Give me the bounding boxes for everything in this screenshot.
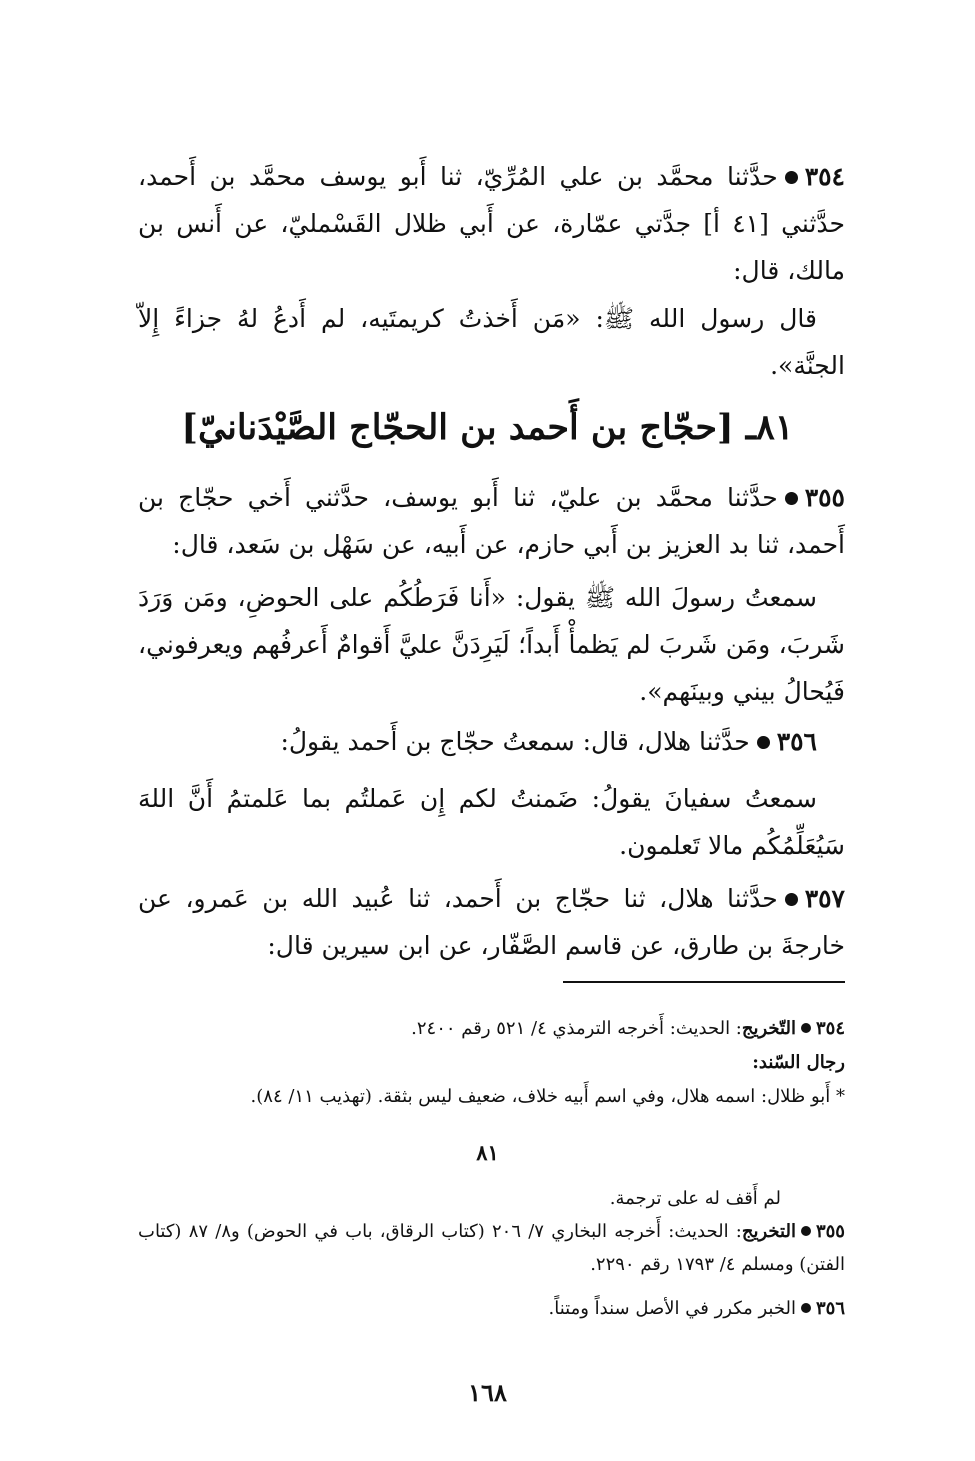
page-number: ١٦٨ — [468, 1378, 507, 1407]
bullet-icon — [785, 171, 798, 184]
footnote-354-text: : الحديث: أَخرجه الترمذي ٤/ ٥٢١ رقم ٢٤٠٠. — [411, 1018, 742, 1039]
bullet-icon — [785, 893, 798, 906]
footnote-355 — [138, 1215, 845, 1281]
hadith-357-isnad — [138, 875, 845, 969]
hadith-355-number: ٣٥٥ — [804, 483, 845, 512]
footnote-rijal-text: * أَبو ظلال: اسمه هلال، وفي اسم أَبيه خلاف، ضعيف ليس بثقة. (تهذيب ١١/ ٨٤). — [250, 1086, 845, 1107]
footnote-355-text: : الحديث: أَخرجه البخاري ٧/ ٢٠٦ (كتاب الرقاق، باب في الحوض) و٨/ ٨٧ (كتاب الفتن) ومسلم ٤/ ١٧٩٣ رقم ٢٢٩٠. — [138, 1221, 845, 1275]
footnote-356-text: الخبر مكرر في الأصل سنداً ومتناً. — [548, 1298, 796, 1319]
hadith-355-matn: سمعتُ رسولَ الله ﷺ يقول: «أَنا فَرَطُكُم على الحوضِ، ومَن وَرَدَ شَربَ، ومَن شَربَ لم يَظمأْ أَبداً؛ لَيَرِدَنَّ عليَّ أَقوامٌ أَعرفُهم ويعرفوني، فَيُحالُ بيني وبينَهم». — [138, 583, 845, 706]
hadith-356-matn: سمعتُ سفيانَ يقولُ: ضَمنتُ لكم إِن عَملتُم بما عَلمتمُ أَنَّ اللهَ سَيُعَلِّمُكُم مالا تَعلمون. — [138, 784, 845, 860]
hadith-355-isnad-text: حدَّثنا محمَّد بن عليّ، ثنا أَبو يوسف، حدَّثني أَخي حجّاج بن أَحمد، ثنا بد العزيز بن أَبي حازم، عن أَبيه، عن سَهْل بن سَعد، قال: — [138, 483, 845, 559]
hadith-356-isnad — [138, 718, 845, 765]
hadith-354-isnad — [138, 153, 845, 294]
bullet-icon — [801, 1023, 811, 1033]
hadith-357-number: ٣٥٧ — [804, 884, 845, 913]
footnote-356-number: ٣٥٦ — [815, 1298, 845, 1319]
footnote-separator — [563, 981, 845, 983]
footnote-not-found: لم أَقف له على ترجمة. — [609, 1188, 781, 1209]
bullet-icon — [801, 1226, 811, 1236]
footnote-356 — [138, 1292, 845, 1325]
footnote-354 — [138, 1012, 845, 1045]
section-number-repeat: ٨١ — [476, 1140, 499, 1165]
hadith-357-isnad-text: حدَّثنا هلال، ثنا حجّاج بن أَحمد، ثنا عُبيد الله بن عَمرو، عن خارجةَ بن طارق، عن قاسم الصَّفّار، عن ابن سيرين قال: — [138, 884, 845, 960]
bullet-icon — [801, 1303, 811, 1313]
hadith-355-isnad — [138, 474, 845, 568]
footnote-rijal-label: رجال السّند: — [752, 1052, 845, 1073]
bullet-icon — [757, 736, 770, 749]
bullet-icon — [785, 492, 798, 505]
hadith-354-isnad-text: حدَّثنا محمَّد بن علي المُرِّيّ، ثنا أَبو يوسف محمَّد بن أَحمد، حدَّثني [٤١ أ] جدَّتي عمّارة، عن أَبي ظلال القَسْمليّ، عن أَنس بن مالك، قال: — [138, 162, 846, 285]
section-heading: ٨١ـ [حجّاج بن أَحمد بن الحجّاج الصَّيْدَنانيّ] — [181, 407, 794, 448]
footnote-354-number: ٣٥٤ — [815, 1018, 845, 1039]
footnote-355-label: التخريج — [741, 1221, 796, 1242]
hadith-354-matn: قال رسول الله ﷺ: «مَن أَخذتُ كريمتَيه، لم أَدعُ لهُ جزاءً إِلاّ الجنَّة». — [138, 304, 845, 380]
hadith-356-number: ٣٥٦ — [776, 727, 817, 756]
hadith-354-number: ٣٥٤ — [804, 162, 845, 191]
footnote-355-number: ٣٥٥ — [815, 1221, 845, 1242]
hadith-356-isnad-text: حدَّثنا هلال، قال: سمعتُ حجّاج بن أَحمد يقولُ: — [280, 727, 750, 756]
footnote-354-label: التّخريج — [741, 1018, 796, 1039]
